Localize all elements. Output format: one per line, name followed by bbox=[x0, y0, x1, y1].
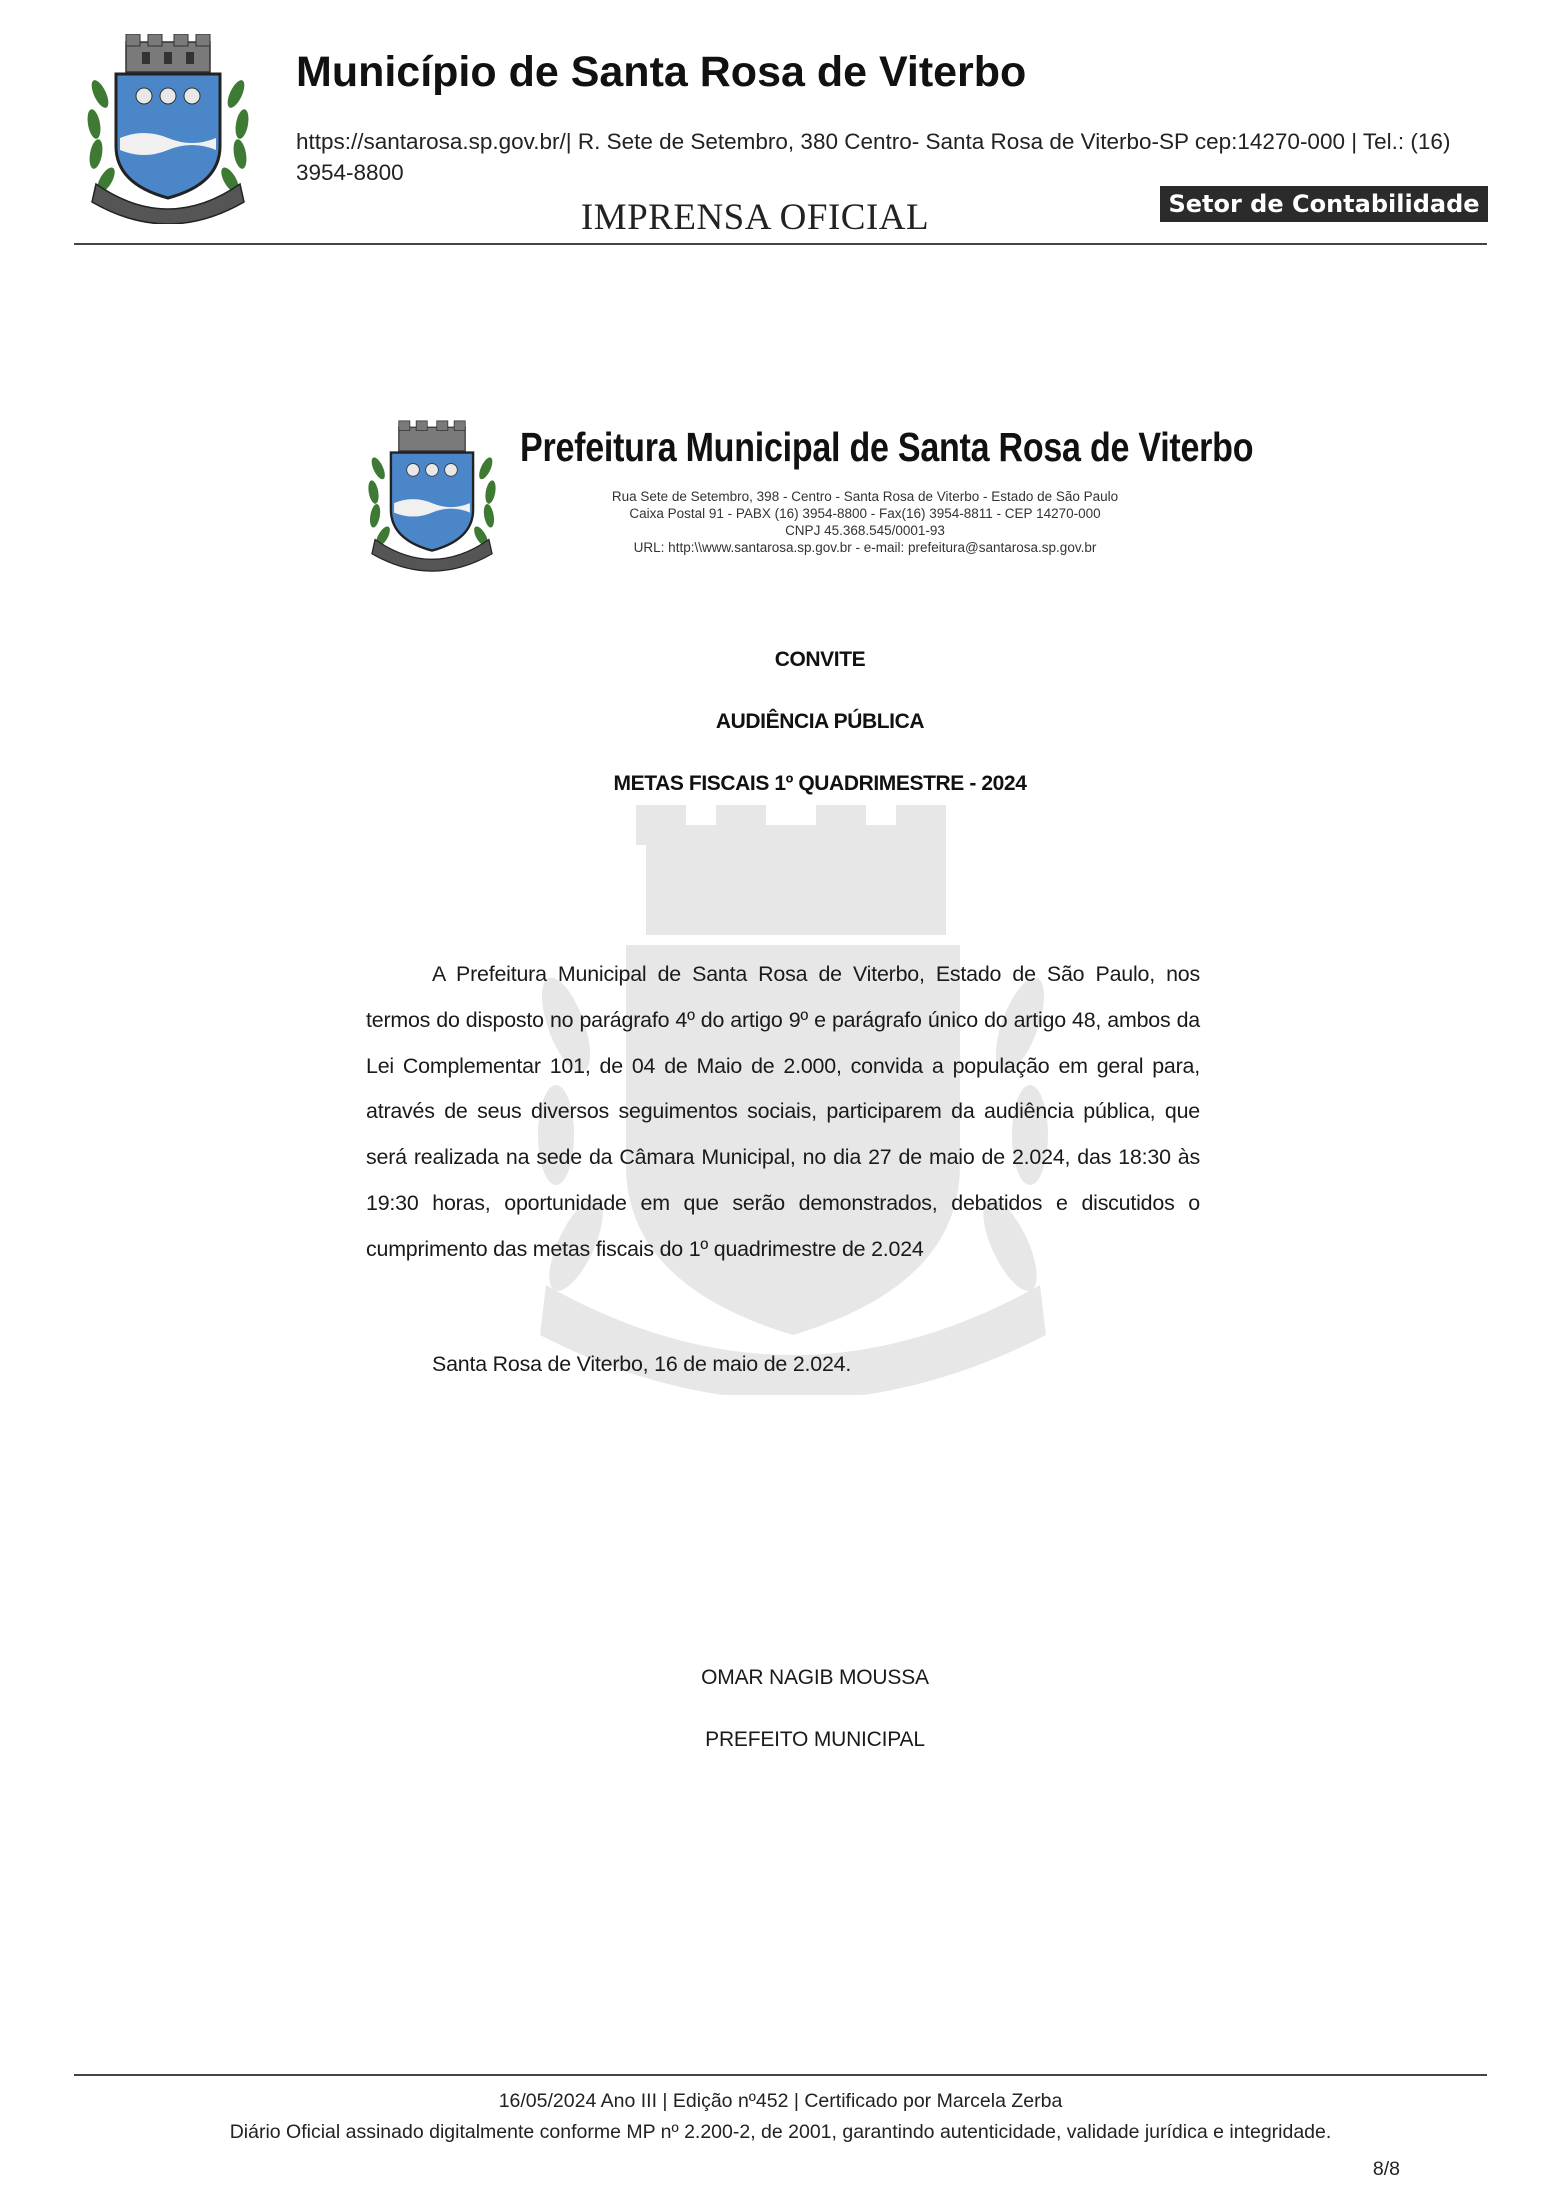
municipality-title: Município de Santa Rosa de Viterbo bbox=[296, 48, 1027, 96]
letterhead-crest-icon bbox=[364, 416, 500, 576]
letterhead-address-line: Rua Sete de Setembro, 398 - Centro - Santa Rosa de Viterbo - Estado de São Paulo bbox=[611, 489, 1119, 504]
letterhead-title: Prefeitura Municipal de Santa Rosa de Viterbo bbox=[520, 424, 1254, 470]
heading-metas-fiscais: METAS FISCAIS 1º QUADRIMESTRE - 2024 bbox=[613, 772, 1027, 795]
signature-title: PREFEITO MUNICIPAL bbox=[705, 1728, 925, 1751]
footer-signature-notice: Diário Oficial assinado digitalmente conforme MP nº 2.200-2, de 2001, garantindo autenticidade, validade jurídica e integridade. bbox=[229, 2121, 1332, 2143]
footer-edition-info: 16/05/2024 Ano III | Edição nº452 | Certificado por Marcela Zerba bbox=[498, 2090, 1063, 2112]
letterhead-url-line: URL: http:\\www.santarosa.sp.gov.br - e-mail: prefeitura@santarosa.sp.gov.br bbox=[633, 540, 1097, 555]
invitation-paragraph: A Prefeitura Municipal de Santa Rosa de Viterbo, Estado de São Paulo, nos termos do disposto no parágrafo 4º do artigo 9º e parágrafo único do artigo 48, ambos da Lei Complementar 101, de 04 de Maio de 2.000, convida a população em geral para, através de seus diversos seguimentos sociais, participarem da audiência pública, que será realizada na sede da Câmara Municipal, no dia 27 de maio de 2.024, das 18:30 às 19:30 horas, oportunidade em que serão demonstrados, debatidos e discutidos o cumprimento das metas fiscais do 1º quadrimestre de 2.024 bbox=[366, 962, 1200, 1261]
heading-convite: CONVITE bbox=[774, 648, 866, 671]
footer-divider bbox=[74, 2074, 1487, 2076]
sector-badge: Setor de Contabilidade bbox=[1160, 186, 1488, 222]
municipal-crest-icon bbox=[82, 34, 254, 224]
place-and-date: Santa Rosa de Viterbo, 16 de maio de 2.024. bbox=[432, 1352, 852, 1376]
signature-name: OMAR NAGIB MOUSSA bbox=[701, 1666, 929, 1689]
header-divider bbox=[74, 243, 1487, 245]
letterhead-cnpj-line: CNPJ 45.368.545/0001-93 bbox=[785, 523, 945, 538]
letterhead-contact-line: Caixa Postal 91 - PABX (16) 3954-8800 - Fax(16) 3954-8811 - CEP 14270-000 bbox=[629, 506, 1101, 521]
heading-audiencia: AUDIÊNCIA PÚBLICA bbox=[715, 710, 925, 733]
imprensa-oficial-label: IMPRENSA OFICIAL bbox=[580, 197, 930, 238]
municipality-address: https://santarosa.sp.gov.br/| R. Sete de Setembro, 380 Centro- Santa Rosa de Viterbo-SP cep:14270-000 | Tel.: (16) 3954-8800 bbox=[296, 129, 1451, 185]
page-number: 8/8 bbox=[1372, 2158, 1400, 2180]
